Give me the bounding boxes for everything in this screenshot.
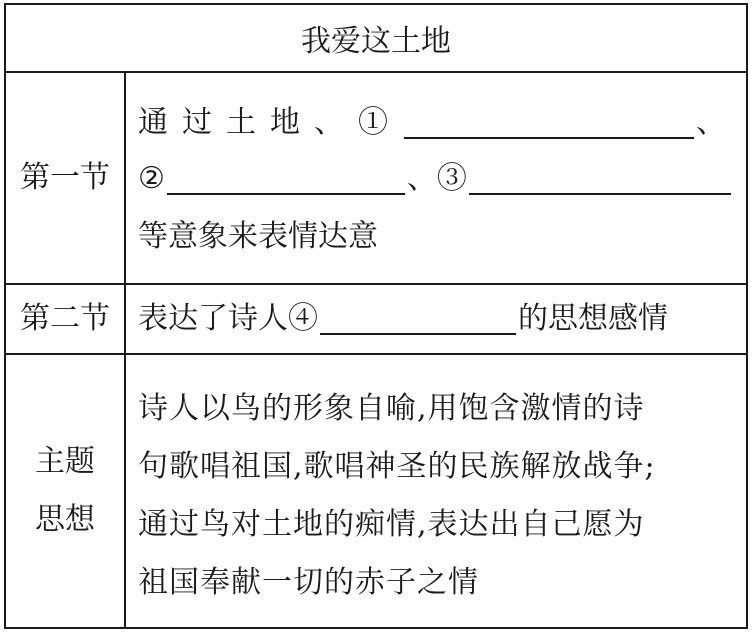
blank-4[interactable] xyxy=(320,303,516,335)
table-title-row xyxy=(6,5,746,73)
theme-label-line2: 思想 xyxy=(35,502,95,537)
blank-3[interactable] xyxy=(469,163,731,195)
theme-label-cell xyxy=(6,355,126,627)
theme-line-1: 诗人以鸟的形象自喻,用饱含激情的诗 xyxy=(138,391,645,426)
table-title: 我爱这土地 xyxy=(301,24,451,59)
section1-line1-end: 、 xyxy=(696,105,726,140)
section1-line3 xyxy=(138,217,738,257)
theme-label-line1: 主题 xyxy=(35,444,95,479)
section2-text-before: 表达了诗人④ xyxy=(138,301,318,336)
theme-row xyxy=(6,355,746,627)
section2-label: 第二节 xyxy=(20,301,110,336)
section1-label-cell xyxy=(6,73,126,283)
theme-content-cell xyxy=(126,355,746,627)
theme-line-4: 祖国奉献一切的赤子之情 xyxy=(138,565,479,600)
section1-row xyxy=(6,73,746,285)
blank-2[interactable] xyxy=(167,163,405,195)
section1-line2 xyxy=(138,159,738,199)
summary-table xyxy=(4,3,748,629)
section2-label-cell xyxy=(6,285,126,353)
section2-text-after: 的思想感情 xyxy=(518,301,668,336)
theme-line-3: 通过鸟对土地的痴情,表达出自己愿为 xyxy=(138,507,645,542)
marker-2: ② xyxy=(138,161,165,196)
section2-row xyxy=(6,285,746,355)
section2-line xyxy=(138,299,738,339)
section1-line3-text: 等意象来表情达意 xyxy=(138,219,378,254)
section1-label: 第一节 xyxy=(20,160,110,195)
section1-content-cell xyxy=(126,73,746,283)
section2-content-cell xyxy=(126,285,746,353)
section1-line2-sep: 、③ xyxy=(406,161,467,196)
blank-1[interactable] xyxy=(404,107,694,139)
section1-line1 xyxy=(138,103,738,143)
section1-line1-text: 通过土地、① xyxy=(138,105,402,140)
theme-line-2: 句歌唱祖国,歌唱神圣的民族解放战争; xyxy=(138,449,656,484)
